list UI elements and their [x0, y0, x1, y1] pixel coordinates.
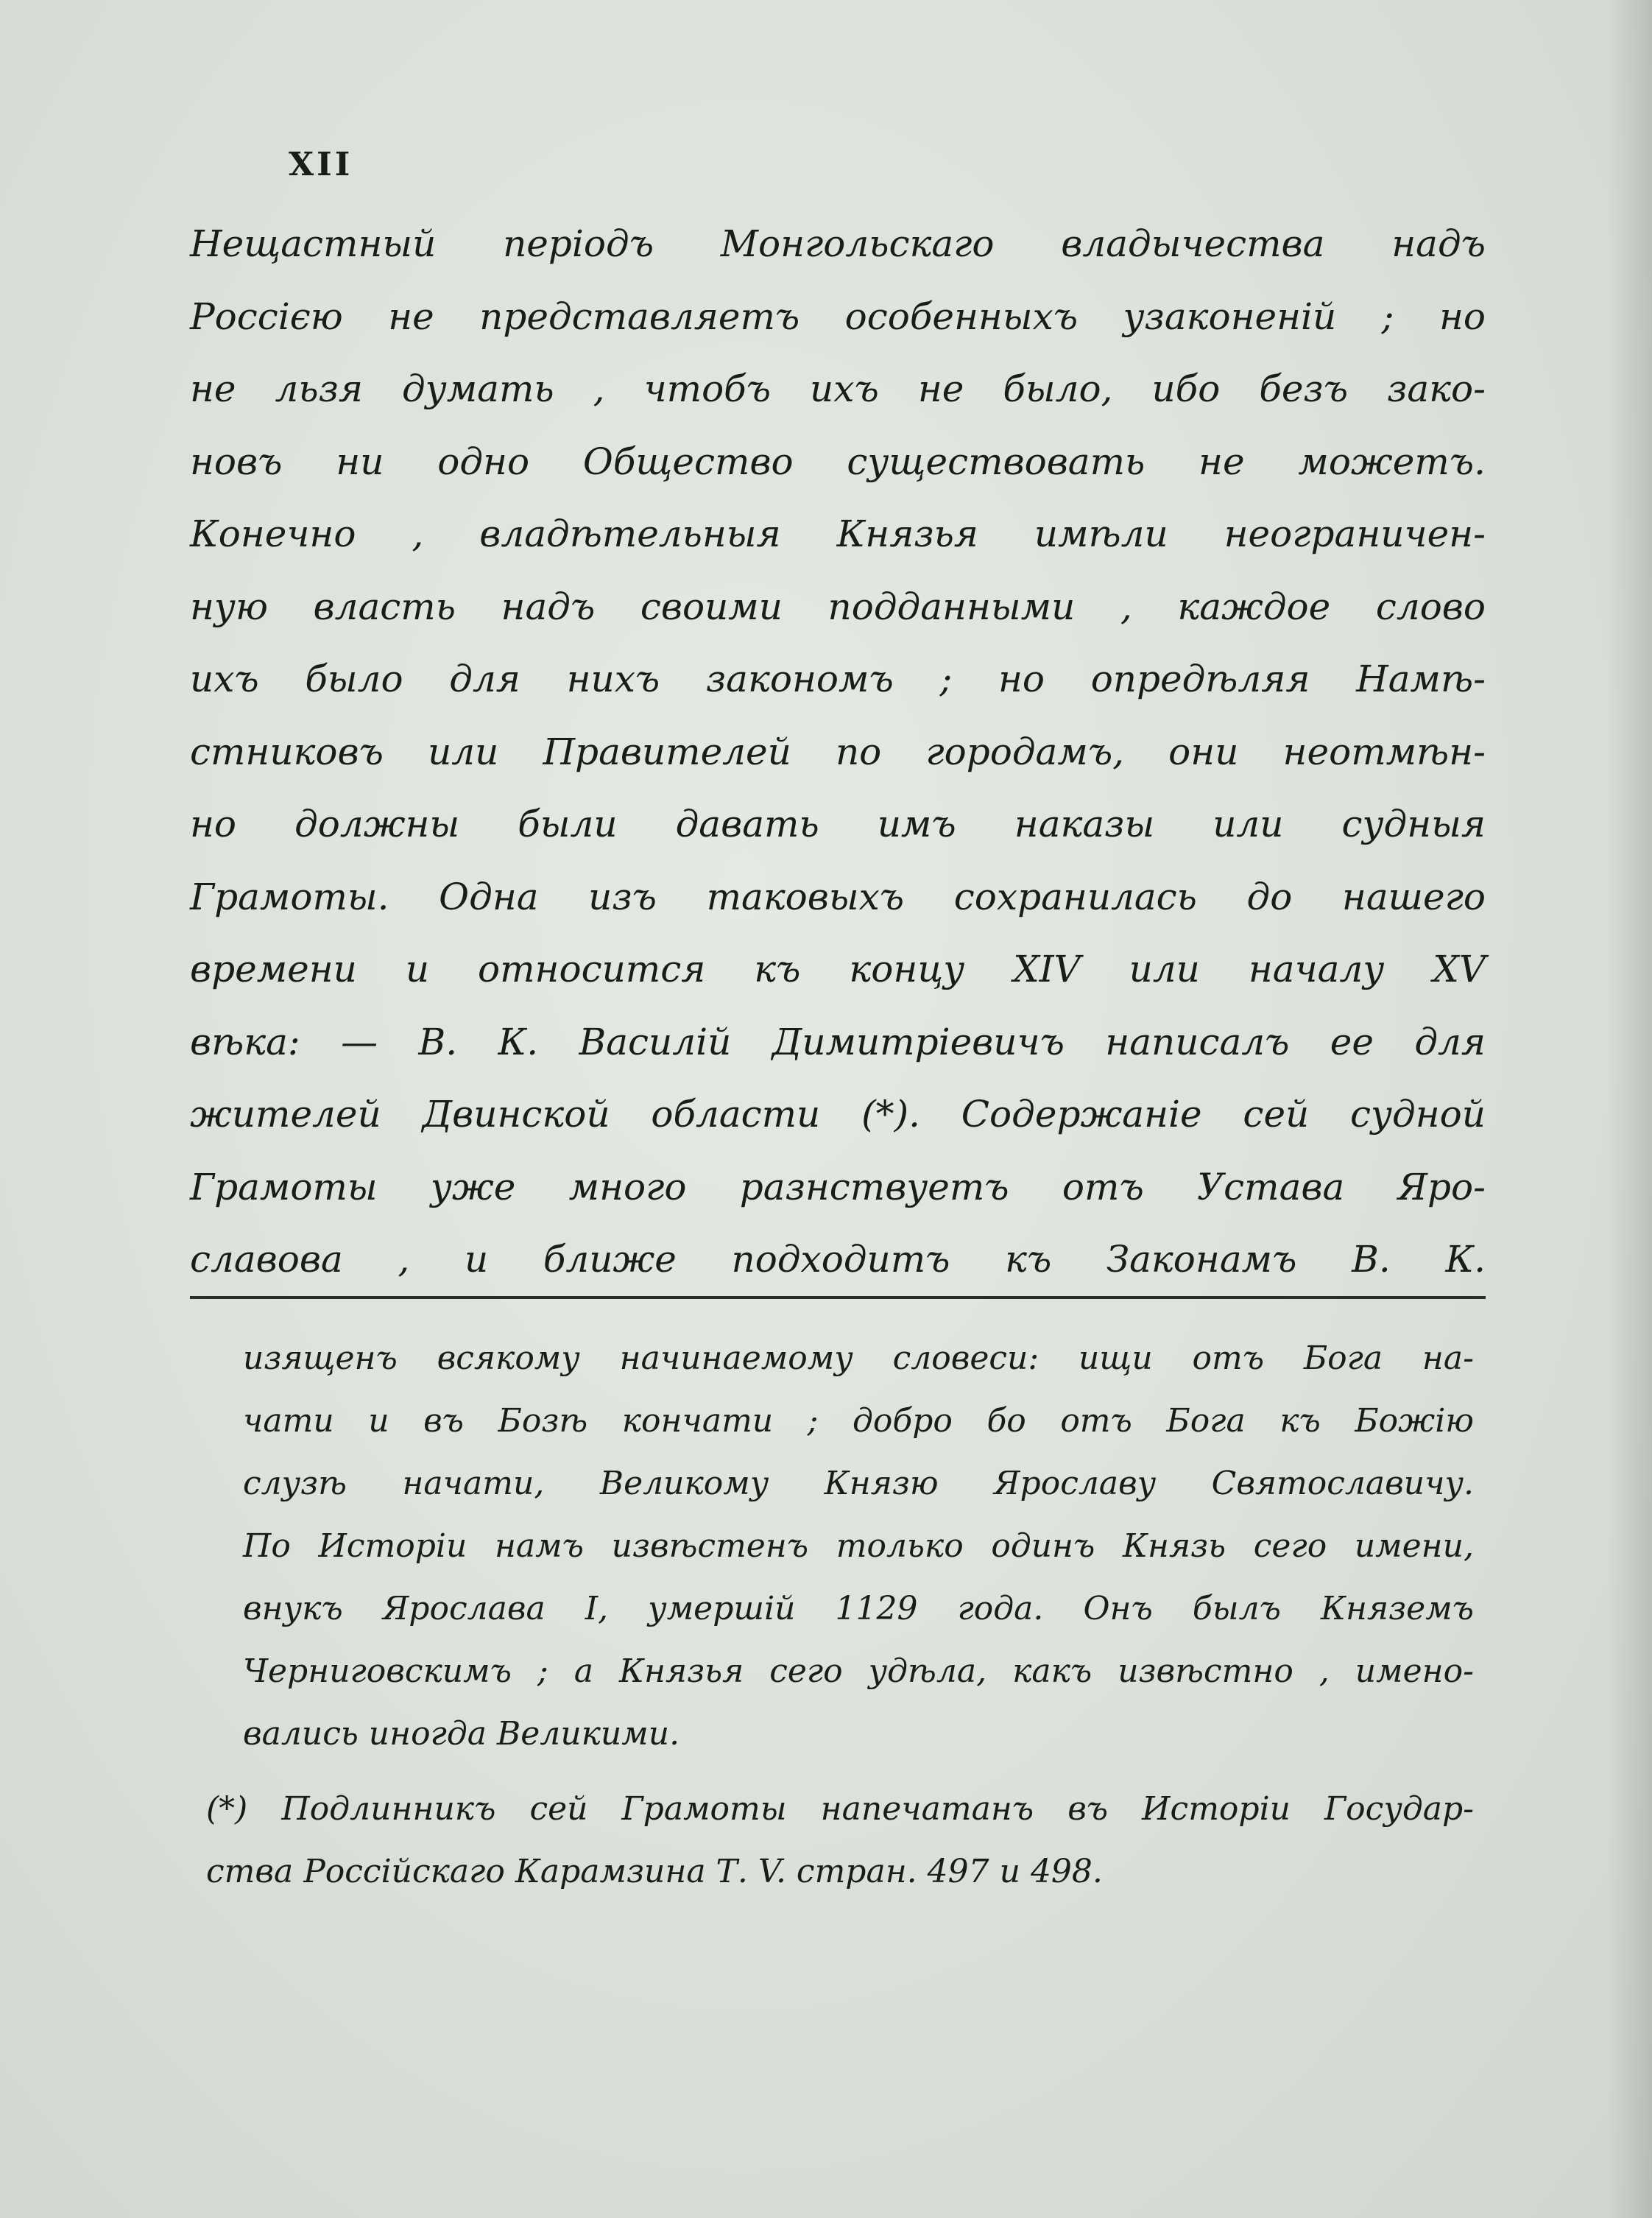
- horizontal-rule: [190, 1296, 1486, 1299]
- main-text-line: но должны были давать имъ наказы или судныя: [190, 803, 1486, 845]
- main-text-line: новъ ни одно Общество существовать не можетъ.: [190, 440, 1486, 483]
- main-text-line: Грамоты. Одна изъ таковыхъ сохранилась до нашего: [190, 875, 1486, 918]
- main-text-line: Россією не представляетъ особенныхъ узаконеній ; но: [190, 295, 1486, 338]
- main-text-line: стниковъ или Правителей по городамъ, они неотмѣн-: [190, 730, 1486, 773]
- main-text-line: Конечно , владѣтельныя Князья имѣли неограничен-: [190, 513, 1486, 555]
- main-text-line: ихъ было для нихъ закономъ ; но опредѣляя Намѣ-: [190, 658, 1486, 700]
- note-text-line: слузѣ начати, Великому Князю Ярославу Святославичу.: [243, 1465, 1474, 1502]
- main-text-line: ную власть надъ своими подданными , каждое слово: [190, 585, 1486, 628]
- note-text-line: Черниговскимъ ; а Князья сего удѣла, какъ извѣстно , имено-: [243, 1652, 1474, 1690]
- main-text-block: [190, 208, 1486, 1296]
- footnote-line: (*) Подлинникъ сей Грамоты напечатанъ въ Исторіи Государ-: [206, 1790, 1474, 1828]
- footnote-block: [206, 1778, 1474, 1903]
- page-number: XII: [289, 146, 353, 183]
- note-text-line: внукъ Ярослава I, умершій 1129 года. Онъ былъ Княземъ: [243, 1590, 1474, 1627]
- note-text-line: чати и въ Бозѣ кончати ; добро бо отъ Бога къ Божію: [243, 1402, 1474, 1440]
- main-text-line: не льзя думать , чтобъ ихъ не было, ибо безъ зако-: [190, 367, 1486, 410]
- main-text-line: вѣка: — В. К. Василій Димитріевичъ написалъ ее для: [190, 1020, 1486, 1063]
- note-text-line: изященъ всякому начинаемому словеси: ищи отъ Бога на-: [243, 1339, 1474, 1377]
- footnote-line: ства Россійскаго Карамзина Т. V. стран. 497 и 498.: [206, 1853, 1103, 1890]
- main-text-line: Нещастный періодъ Монгольскаго владычества надъ: [190, 222, 1486, 265]
- note-text-line: вались иногда Великими.: [243, 1715, 680, 1753]
- note-text-line: По Исторіи намъ извѣстенъ только одинъ Князь сего имени,: [243, 1527, 1474, 1565]
- main-text-line: времени и относится къ концу XIV или началу XV: [190, 948, 1486, 990]
- page-edge-shadow: [1608, 0, 1652, 2218]
- main-text-line: славова , и ближе подходитъ къ Законамъ В. К.: [190, 1238, 1486, 1281]
- main-text-line: жителей Двинской области (*). Содержаніе сей судной: [190, 1093, 1486, 1136]
- main-text-line: Грамоты уже много разнствуетъ отъ Устава Яро-: [190, 1165, 1486, 1208]
- note-text-block: [243, 1327, 1474, 1765]
